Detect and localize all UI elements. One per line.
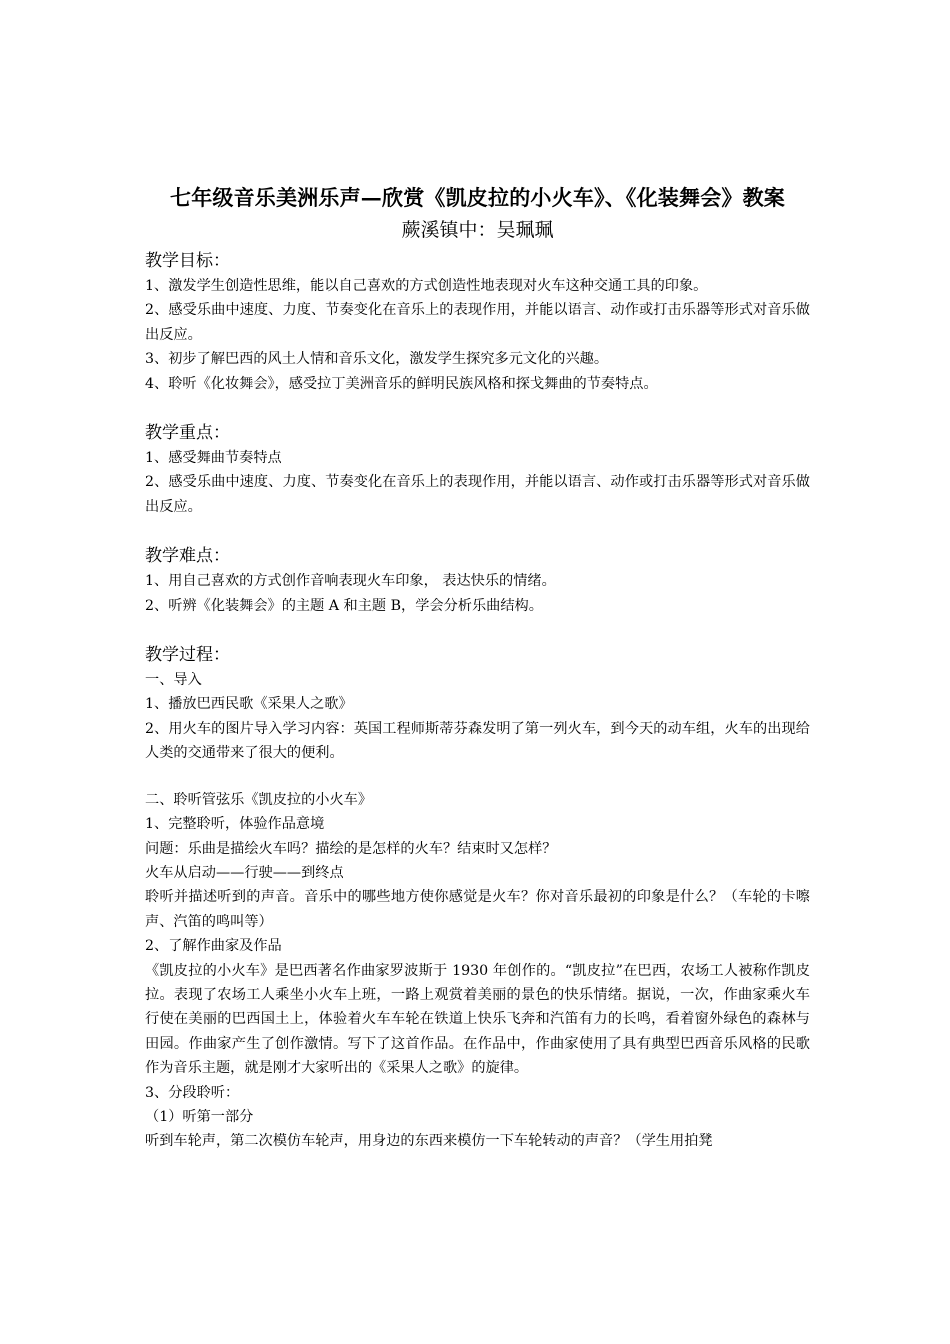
process-heading: 教学过程： [145, 645, 230, 666]
process-item: 2、用火车的图片导入学习内容：英国工程师斯蒂芬森发明了第一列火车，到今天的动车组，火车的出现给人类的交通带来了很大的便利。 [145, 720, 810, 762]
process-item: 火车从启动——行驶——到终点 [145, 864, 344, 881]
process-item: 1、完整聆听，体验作品意境 [145, 816, 325, 833]
objective-item: 2、感受乐曲中速度、力度、节奏变化在音乐上的表现作用，并能以语言、动作或打击乐器等形式对音乐做出反应。 [145, 302, 810, 343]
process-part1-title: 一、导入 [145, 672, 202, 689]
process-item: 3、分段聆听： [145, 1084, 240, 1101]
process-part2-title: 二、聆听管弦乐《凯皮拉的小火车》 [145, 791, 373, 808]
key-point-item: 2、感受乐曲中速度、力度、节奏变化在音乐上的表现作用，并能以语言、动作或打击乐器等形式对音乐做出反应。 [145, 474, 810, 515]
process-item: 2、了解作曲家及作品 [145, 938, 282, 955]
process-item: 听到车轮声，第二次模仿车轮声，用身边的东西来模仿一下车轮转动的声音？（学生用拍凳 [145, 1133, 713, 1150]
difficulties-heading: 教学难点： [145, 546, 230, 567]
objective-item: 1、激发学生创造性思维，能以自己喜欢的方式创造性地表现对火车这种交通工具的印象。 [145, 278, 708, 294]
document-body [145, 182, 810, 1154]
document-title: 七年级音乐美洲乐声—欣赏《凯皮拉的小火车》、《化装舞会》教案 [170, 185, 785, 210]
process-item: 聆听并描述听到的声音。音乐中的哪些地方使你感觉是火车？你对音乐最初的印象是什么？（车轮的卡嚓声、汽笛的鸣叫等） [145, 889, 810, 930]
key-point-item: 1、感受舞曲节奏特点 [145, 450, 282, 467]
process-item: （1）听第一部分 [145, 1108, 254, 1125]
process-item: 问题：乐曲是描绘火车吗？描绘的是怎样的火车？结束时又怎样？ [145, 840, 557, 857]
objectives-heading: 教学目标： [145, 251, 230, 271]
key-points-heading: 教学重点： [145, 423, 230, 444]
process-item: 《凯皮拉的小火车》是巴西著名作曲家罗波斯于 1930 年创作的。“凯皮拉”在巴西，农场工人被称作凯皮拉。表现了农场工人乘坐小火车上班，一路上观赏着美丽的景色的快乐情绪。据说，一次，作曲家乘火车行使在美丽的巴西国土上，体验着火车车轮在铁道上快乐飞奔和汽笛有力的长鸣，看着窗外绿色的森林与田园。作曲家产生了创作激情。写下了这首作品。在作品中，作曲家使用了具有典型巴西音乐风格的民歌作为音乐主题，就是刚才大家听出的《采果人之歌》的旋律。 [145, 962, 810, 1077]
document-author: 蕨溪镇中：吴珮珮 [401, 219, 554, 241]
difficulty-item: 2、听辨《化装舞会》的主题 A 和主题 B，学会分析乐曲结构。 [145, 597, 543, 614]
objective-item: 3、初步了解巴西的风土人情和音乐文化，激发学生探究多元文化的兴趣。 [145, 351, 609, 368]
objective-item: 4、聆听《化妆舞会》，感受拉丁美洲音乐的鲜明民族风格和探戈舞曲的节奏特点。 [145, 375, 658, 392]
process-item: 1、播放巴西民歌《采果人之歌》 [145, 696, 353, 713]
difficulty-item: 1、用自己喜欢的方式创作音响表现火车印象， 表达快乐的情绪。 [145, 573, 556, 590]
